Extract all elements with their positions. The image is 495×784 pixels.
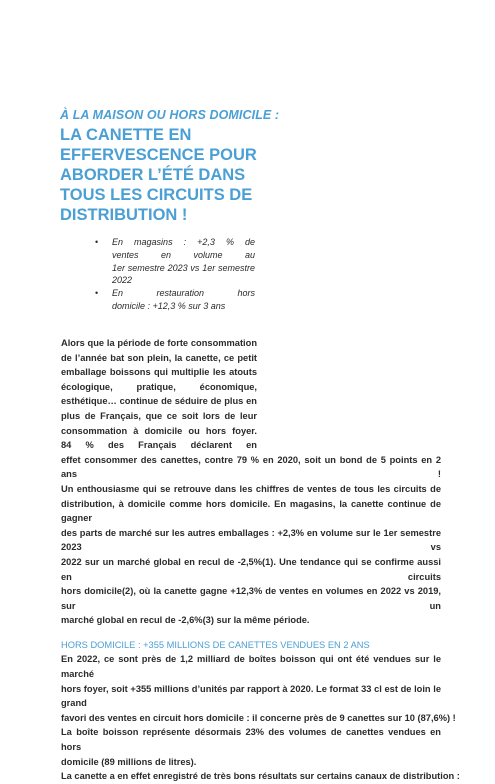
section-line: hors foyer, soit +355 millions d’unités par rapport à 2020. Le format 33 cl est de loin le grand bbox=[61, 683, 441, 709]
paragraph-line: 2022 sur un marché global en recul de -2,5%(1). Une tendance qui se confirme aussi en circuits bbox=[61, 556, 441, 582]
intro-line: emballage boissons qui multiplie les atouts bbox=[61, 367, 257, 378]
section-line: La canette a en effet enregistré de très bons résultats sur certains canaux de distribution : bbox=[61, 771, 460, 782]
page-title bbox=[60, 125, 320, 225]
title-line: ABORDER L’ÉTÉ DANS bbox=[60, 166, 246, 184]
title-line: EFFERVESCENCE POUR bbox=[60, 146, 257, 164]
paragraph-line: distribution, à domicile comme hors domicile. En magasins, la canette continue de gagner bbox=[61, 498, 441, 524]
paragraph-line: hors domicile(2), où la canette gagne +12,3% de ventes en volumes en 2022 vs 2019, sur un bbox=[61, 586, 441, 611]
title-line: LA CANETTE EN bbox=[60, 126, 192, 144]
title-line: TOUS LES CIRCUITS DE bbox=[60, 186, 253, 204]
paragraph-line: marché global en recul de -2,6%(3) sur la même période. bbox=[61, 615, 310, 626]
intro-line: plus de Français, que ce soit lors de leur bbox=[61, 410, 257, 421]
section-line: domicile (89 millions de litres). bbox=[61, 756, 197, 767]
paragraph-line: Un enthousiasme qui se retrouve dans les chiffres de ventes de tous les circuits de bbox=[61, 483, 441, 494]
section-heading: HORS DOMICILE : +355 MILLIONS DE CANETTES VENDUES EN 2 ANS bbox=[61, 639, 370, 650]
intro-line: écologique, pratique, économique, bbox=[61, 381, 257, 392]
highlight-line: 1er semestre 2023 vs 1er semestre bbox=[112, 262, 255, 273]
intro-line: consommation à domicile ou hors foyer. bbox=[61, 425, 257, 436]
highlight-line: 2022 bbox=[112, 275, 133, 286]
section-line: La boîte boisson représente désormais 23% des volumes de canettes vendues en hors bbox=[61, 727, 441, 753]
intro-line: 84 % des Français déclarent en bbox=[61, 440, 257, 451]
paragraph-line: des parts de marché sur les autres emballages : +2,3% en volume sur le 1er semestre 2023 vs bbox=[61, 527, 441, 553]
highlight-line: domicile : +12,3 % sur 3 ans bbox=[112, 300, 226, 311]
highlight-line: • En magasins : +2,3 % de bbox=[112, 237, 255, 247]
intro-line: esthétique… continue de séduire de plus en bbox=[61, 396, 257, 407]
intro-line: de l’année bat son plein, la canette, ce petit bbox=[61, 352, 257, 363]
title-line: DISTRIBUTION ! bbox=[60, 206, 188, 224]
intro-line: Alors que la période de forte consommation bbox=[61, 338, 257, 348]
highlight-line: ventes en volume au bbox=[112, 249, 255, 260]
highlights-list bbox=[95, 236, 255, 313]
section-line: En 2022, ce sont près de 1,2 milliard de boîtes boisson qui ont été vendues sur le marché bbox=[61, 654, 441, 680]
article-body bbox=[61, 336, 460, 784]
section-line: favori des ventes en circuit hors domicile : il concerne près de 9 canettes sur 10 (87,6%) ! bbox=[61, 712, 456, 723]
highlight-line: • En restauration hors bbox=[112, 288, 255, 299]
kicker-heading: À LA MAISON OU HORS DOMICILE : bbox=[60, 108, 280, 122]
highlight-item-stores bbox=[95, 236, 255, 287]
highlight-item-restaurants bbox=[95, 287, 255, 313]
paragraph-line: effet consommer des canettes, contre 79 % en 2020, soit un bond de 5 points en 2 ans ! bbox=[61, 454, 441, 480]
